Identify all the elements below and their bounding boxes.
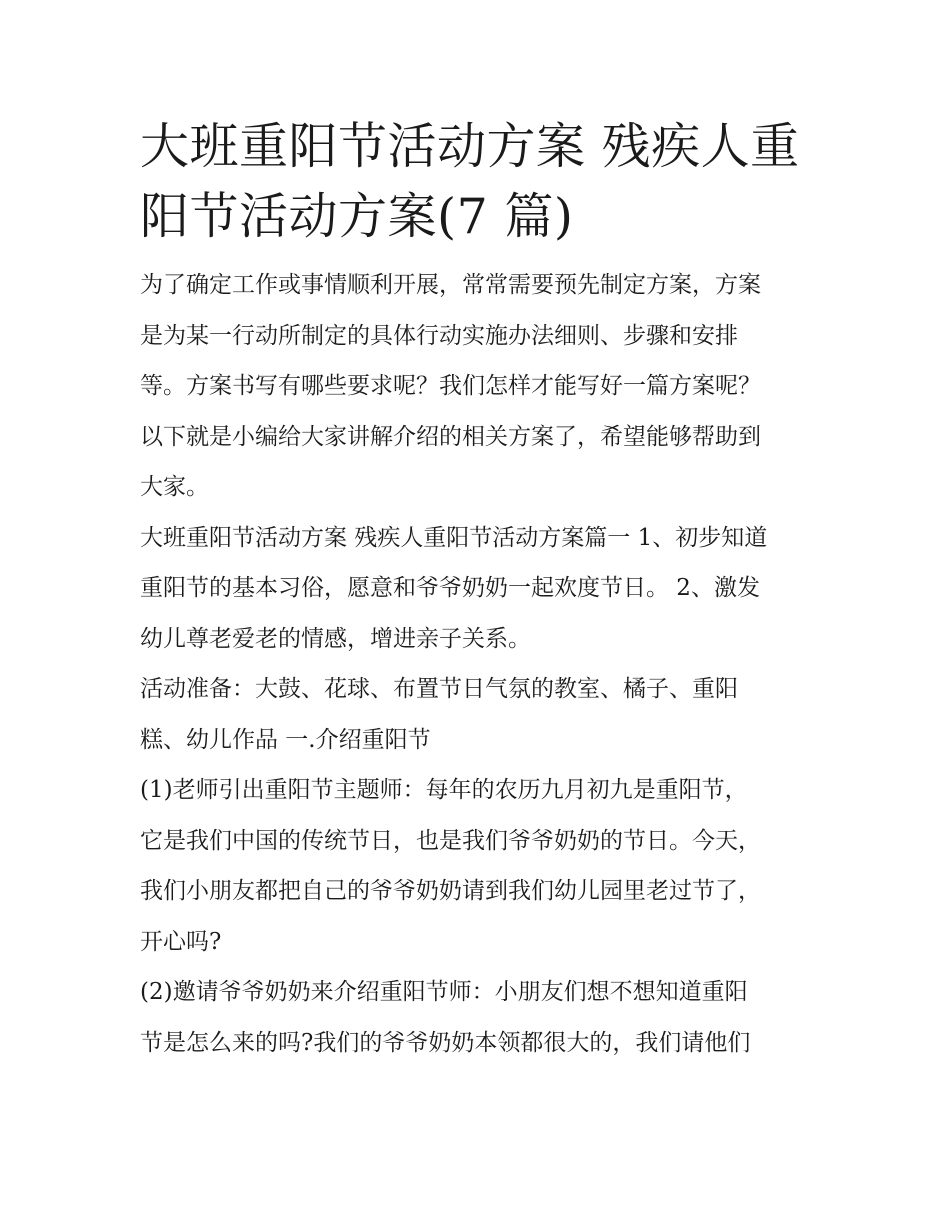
text-line: 是为某一行动所制定的具体行动实施办法细则、步骤和安排	[140, 322, 738, 349]
text-line: 以下就是小编给大家讲解介绍的相关方案了，希望能够帮助到	[140, 423, 761, 450]
text-line: 糕、幼儿作品 一.介绍重阳节	[140, 726, 431, 753]
text-line: 活动准备：大鼓、花球、布置节日气氛的教室、橘子、重阳	[140, 676, 738, 702]
text-line: 等。方案书写有哪些要求呢？我们怎样才能写好一篇方案呢？	[140, 373, 761, 399]
text-line: 重阳节的基本习俗，愿意和爷爷奶奶一起欢度节日。 2、激发	[140, 575, 760, 601]
text-line: 它是我们中国的传统节日，也是我们爷爷奶奶的节日。今天，	[140, 827, 761, 854]
preparation-paragraph	[140, 664, 816, 765]
text-line: 节是怎么来的吗?我们的爷爷奶奶本领都很大的，我们请他们	[140, 1029, 751, 1056]
text-line: 大班重阳节活动方案 残疾人重阳节活动方案篇一 1、初步知道	[140, 524, 768, 551]
text-line: (2)邀请爷爷奶奶来介绍重阳节师：小朋友们想不想知道重阳	[140, 979, 748, 1005]
text-line: 为了确定工作或事情顺利开展，常常需要预先制定方案，方案	[140, 272, 761, 298]
plan-one-paragraph	[140, 513, 816, 665]
text-line: 大家。	[140, 474, 209, 500]
step-two-paragraph	[140, 967, 816, 1068]
intro-paragraph	[140, 260, 816, 513]
step-one-paragraph	[140, 765, 816, 967]
text-line: 幼儿尊老爱老的情感，增进亲子关系。	[140, 625, 531, 652]
text-line: (1)老师引出重阳节主题师：每年的农历九月初九是重阳节，	[140, 777, 748, 803]
document-title	[140, 112, 816, 252]
text-line: 我们小朋友都把自己的爷爷奶奶请到我们幼儿园里老过节了，	[140, 878, 761, 904]
document-page	[140, 112, 816, 1068]
text-line: 开心吗?	[140, 928, 222, 955]
title-line: 大班重阳节活动方案 残疾人重	[140, 118, 800, 175]
title-line: 阳节活动方案(7 篇)	[140, 188, 574, 245]
